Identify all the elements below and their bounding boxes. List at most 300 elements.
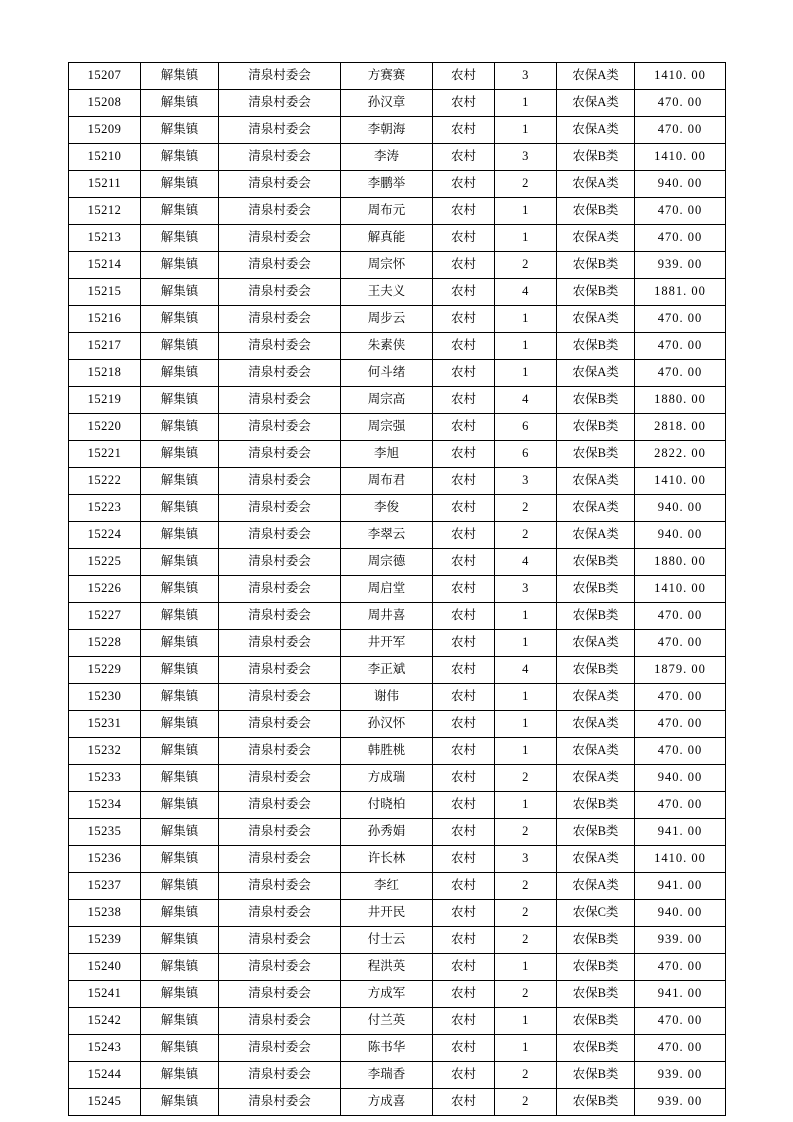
cell-village: 清泉村委会 [219, 225, 341, 252]
table-row [69, 549, 726, 576]
cell-town: 解集镇 [141, 171, 219, 198]
cell-name: 李翠云 [341, 522, 433, 549]
cell-person-count: 1 [495, 225, 557, 252]
cell-town: 解集镇 [141, 1008, 219, 1035]
cell-id: 15225 [69, 549, 141, 576]
table-row [69, 954, 726, 981]
cell-town: 解集镇 [141, 576, 219, 603]
cell-person-count: 2 [495, 981, 557, 1008]
cell-name: 许长林 [341, 846, 433, 873]
table-row [69, 792, 726, 819]
table-row [69, 819, 726, 846]
cell-town: 解集镇 [141, 981, 219, 1008]
cell-name: 方成瑞 [341, 765, 433, 792]
table-row [69, 711, 726, 738]
cell-id: 15230 [69, 684, 141, 711]
cell-village: 清泉村委会 [219, 171, 341, 198]
cell-household-type: 农村 [433, 927, 495, 954]
cell-id: 15210 [69, 144, 141, 171]
cell-category: 农保B类 [557, 576, 635, 603]
cell-name: 周宗强 [341, 414, 433, 441]
cell-town: 解集镇 [141, 144, 219, 171]
cell-town: 解集镇 [141, 792, 219, 819]
cell-village: 清泉村委会 [219, 1008, 341, 1035]
cell-category: 农保A类 [557, 846, 635, 873]
table-row [69, 414, 726, 441]
cell-household-type: 农村 [433, 171, 495, 198]
cell-person-count: 1 [495, 333, 557, 360]
cell-village: 清泉村委会 [219, 1089, 341, 1116]
cell-category: 农保A类 [557, 117, 635, 144]
cell-amount: 470. 00 [635, 711, 726, 738]
cell-village: 清泉村委会 [219, 333, 341, 360]
cell-category: 农保A类 [557, 711, 635, 738]
cell-amount: 941. 00 [635, 873, 726, 900]
cell-name: 周宗高 [341, 387, 433, 414]
cell-person-count: 1 [495, 198, 557, 225]
cell-category: 农保B类 [557, 1008, 635, 1035]
cell-town: 解集镇 [141, 333, 219, 360]
cell-id: 15207 [69, 63, 141, 90]
cell-household-type: 农村 [433, 1062, 495, 1089]
cell-household-type: 农村 [433, 144, 495, 171]
cell-town: 解集镇 [141, 117, 219, 144]
cell-town: 解集镇 [141, 198, 219, 225]
cell-town: 解集镇 [141, 819, 219, 846]
cell-village: 清泉村委会 [219, 252, 341, 279]
cell-id: 15234 [69, 792, 141, 819]
cell-id: 15208 [69, 90, 141, 117]
cell-person-count: 2 [495, 927, 557, 954]
cell-town: 解集镇 [141, 252, 219, 279]
cell-village: 清泉村委会 [219, 144, 341, 171]
cell-village: 清泉村委会 [219, 900, 341, 927]
cell-id: 15239 [69, 927, 141, 954]
cell-id: 15226 [69, 576, 141, 603]
table-row [69, 252, 726, 279]
cell-household-type: 农村 [433, 252, 495, 279]
table-row [69, 1035, 726, 1062]
cell-id: 15221 [69, 441, 141, 468]
cell-category: 农保B类 [557, 792, 635, 819]
cell-town: 解集镇 [141, 549, 219, 576]
cell-id: 15242 [69, 1008, 141, 1035]
cell-amount: 941. 00 [635, 981, 726, 1008]
cell-id: 15229 [69, 657, 141, 684]
table-row [69, 684, 726, 711]
cell-household-type: 农村 [433, 495, 495, 522]
table-row [69, 144, 726, 171]
cell-amount: 939. 00 [635, 1062, 726, 1089]
cell-category: 农保C类 [557, 900, 635, 927]
cell-household-type: 农村 [433, 954, 495, 981]
cell-town: 解集镇 [141, 873, 219, 900]
cell-village: 清泉村委会 [219, 198, 341, 225]
cell-town: 解集镇 [141, 441, 219, 468]
cell-household-type: 农村 [433, 1089, 495, 1116]
cell-household-type: 农村 [433, 441, 495, 468]
cell-name: 付士云 [341, 927, 433, 954]
cell-name: 陈书华 [341, 1035, 433, 1062]
cell-category: 农保A类 [557, 873, 635, 900]
cell-household-type: 农村 [433, 711, 495, 738]
cell-amount: 470. 00 [635, 603, 726, 630]
cell-amount: 470. 00 [635, 684, 726, 711]
cell-household-type: 农村 [433, 1008, 495, 1035]
cell-category: 农保B类 [557, 1089, 635, 1116]
cell-name: 周步云 [341, 306, 433, 333]
table-row [69, 1008, 726, 1035]
cell-id: 15215 [69, 279, 141, 306]
cell-person-count: 1 [495, 360, 557, 387]
table-row [69, 765, 726, 792]
cell-id: 15244 [69, 1062, 141, 1089]
cell-person-count: 4 [495, 387, 557, 414]
cell-amount: 2822. 00 [635, 441, 726, 468]
cell-town: 解集镇 [141, 711, 219, 738]
cell-category: 农保B类 [557, 333, 635, 360]
table-row [69, 279, 726, 306]
cell-id: 15214 [69, 252, 141, 279]
cell-household-type: 农村 [433, 549, 495, 576]
cell-village: 清泉村委会 [219, 765, 341, 792]
cell-id: 15240 [69, 954, 141, 981]
cell-town: 解集镇 [141, 630, 219, 657]
cell-household-type: 农村 [433, 522, 495, 549]
cell-id: 15245 [69, 1089, 141, 1116]
cell-category: 农保A类 [557, 522, 635, 549]
cell-amount: 470. 00 [635, 738, 726, 765]
cell-town: 解集镇 [141, 522, 219, 549]
cell-category: 农保B类 [557, 954, 635, 981]
table-row [69, 657, 726, 684]
cell-id: 15222 [69, 468, 141, 495]
table-row [69, 522, 726, 549]
cell-village: 清泉村委会 [219, 630, 341, 657]
cell-id: 15216 [69, 306, 141, 333]
cell-town: 解集镇 [141, 684, 219, 711]
cell-name: 李红 [341, 873, 433, 900]
cell-name: 周井喜 [341, 603, 433, 630]
cell-id: 15217 [69, 333, 141, 360]
cell-amount: 470. 00 [635, 1008, 726, 1035]
cell-name: 周宗德 [341, 549, 433, 576]
cell-village: 清泉村委会 [219, 306, 341, 333]
cell-name: 方赛赛 [341, 63, 433, 90]
cell-town: 解集镇 [141, 603, 219, 630]
cell-village: 清泉村委会 [219, 495, 341, 522]
cell-category: 农保A类 [557, 684, 635, 711]
cell-amount: 470. 00 [635, 1035, 726, 1062]
table-row [69, 1089, 726, 1116]
cell-id: 15228 [69, 630, 141, 657]
cell-name: 李旭 [341, 441, 433, 468]
cell-village: 清泉村委会 [219, 90, 341, 117]
cell-name: 付兰英 [341, 1008, 433, 1035]
cell-id: 15219 [69, 387, 141, 414]
cell-person-count: 2 [495, 765, 557, 792]
cell-household-type: 农村 [433, 468, 495, 495]
cell-village: 清泉村委会 [219, 468, 341, 495]
table-row [69, 1062, 726, 1089]
cell-amount: 470. 00 [635, 306, 726, 333]
table-row [69, 333, 726, 360]
cell-category: 农保A类 [557, 468, 635, 495]
cell-person-count: 1 [495, 738, 557, 765]
cell-person-count: 1 [495, 684, 557, 711]
cell-id: 15212 [69, 198, 141, 225]
cell-town: 解集镇 [141, 1035, 219, 1062]
cell-category: 农保B类 [557, 927, 635, 954]
cell-name: 孙秀娟 [341, 819, 433, 846]
cell-village: 清泉村委会 [219, 279, 341, 306]
cell-town: 解集镇 [141, 927, 219, 954]
cell-amount: 1881. 00 [635, 279, 726, 306]
cell-category: 农保B类 [557, 657, 635, 684]
cell-name: 周布元 [341, 198, 433, 225]
cell-village: 清泉村委会 [219, 576, 341, 603]
cell-category: 农保A类 [557, 171, 635, 198]
cell-amount: 940. 00 [635, 171, 726, 198]
cell-village: 清泉村委会 [219, 738, 341, 765]
cell-id: 15232 [69, 738, 141, 765]
cell-town: 解集镇 [141, 738, 219, 765]
cell-household-type: 农村 [433, 225, 495, 252]
cell-name: 孙汉章 [341, 90, 433, 117]
cell-amount: 470. 00 [635, 360, 726, 387]
cell-village: 清泉村委会 [219, 927, 341, 954]
cell-name: 李鹏举 [341, 171, 433, 198]
cell-person-count: 1 [495, 1035, 557, 1062]
cell-village: 清泉村委会 [219, 603, 341, 630]
cell-id: 15227 [69, 603, 141, 630]
cell-person-count: 1 [495, 90, 557, 117]
cell-amount: 470. 00 [635, 117, 726, 144]
cell-category: 农保B类 [557, 144, 635, 171]
cell-town: 解集镇 [141, 63, 219, 90]
cell-amount: 2818. 00 [635, 414, 726, 441]
cell-town: 解集镇 [141, 900, 219, 927]
cell-category: 农保A类 [557, 306, 635, 333]
cell-person-count: 2 [495, 522, 557, 549]
cell-village: 清泉村委会 [219, 792, 341, 819]
cell-village: 清泉村委会 [219, 981, 341, 1008]
cell-id: 15213 [69, 225, 141, 252]
cell-category: 农保B类 [557, 549, 635, 576]
cell-name: 李瑞香 [341, 1062, 433, 1089]
cell-amount: 1410. 00 [635, 144, 726, 171]
cell-id: 15224 [69, 522, 141, 549]
cell-id: 15218 [69, 360, 141, 387]
cell-name: 李俊 [341, 495, 433, 522]
cell-village: 清泉村委会 [219, 522, 341, 549]
cell-town: 解集镇 [141, 1089, 219, 1116]
table-body [69, 63, 726, 1116]
cell-person-count: 2 [495, 252, 557, 279]
table-row [69, 117, 726, 144]
cell-person-count: 6 [495, 441, 557, 468]
cell-name: 谢伟 [341, 684, 433, 711]
table-row [69, 171, 726, 198]
cell-category: 农保B类 [557, 603, 635, 630]
cell-village: 清泉村委会 [219, 549, 341, 576]
cell-amount: 1879. 00 [635, 657, 726, 684]
cell-village: 清泉村委会 [219, 414, 341, 441]
cell-category: 农保A类 [557, 765, 635, 792]
cell-category: 农保A类 [557, 495, 635, 522]
cell-id: 15235 [69, 819, 141, 846]
cell-category: 农保A类 [557, 90, 635, 117]
cell-person-count: 4 [495, 657, 557, 684]
cell-town: 解集镇 [141, 657, 219, 684]
cell-amount: 939. 00 [635, 1089, 726, 1116]
cell-category: 农保A类 [557, 225, 635, 252]
cell-person-count: 4 [495, 279, 557, 306]
cell-village: 清泉村委会 [219, 360, 341, 387]
cell-name: 周启堂 [341, 576, 433, 603]
cell-category: 农保A类 [557, 360, 635, 387]
cell-name: 方成喜 [341, 1089, 433, 1116]
cell-name: 李正斌 [341, 657, 433, 684]
cell-person-count: 2 [495, 1089, 557, 1116]
cell-household-type: 农村 [433, 846, 495, 873]
cell-name: 付晓柏 [341, 792, 433, 819]
cell-town: 解集镇 [141, 495, 219, 522]
cell-village: 清泉村委会 [219, 1035, 341, 1062]
cell-household-type: 农村 [433, 306, 495, 333]
cell-category: 农保B类 [557, 819, 635, 846]
table-row [69, 90, 726, 117]
cell-household-type: 农村 [433, 819, 495, 846]
cell-village: 清泉村委会 [219, 117, 341, 144]
cell-name: 朱素侠 [341, 333, 433, 360]
cell-person-count: 2 [495, 819, 557, 846]
table-row [69, 630, 726, 657]
cell-id: 15223 [69, 495, 141, 522]
cell-town: 解集镇 [141, 414, 219, 441]
cell-person-count: 1 [495, 954, 557, 981]
cell-id: 15243 [69, 1035, 141, 1062]
cell-person-count: 2 [495, 495, 557, 522]
table-row [69, 495, 726, 522]
cell-village: 清泉村委会 [219, 63, 341, 90]
cell-category: 农保A类 [557, 63, 635, 90]
cell-person-count: 1 [495, 792, 557, 819]
cell-household-type: 农村 [433, 738, 495, 765]
table-row [69, 576, 726, 603]
cell-town: 解集镇 [141, 1062, 219, 1089]
table-row [69, 900, 726, 927]
cell-category: 农保B类 [557, 198, 635, 225]
cell-person-count: 4 [495, 549, 557, 576]
table-row [69, 63, 726, 90]
cell-village: 清泉村委会 [219, 387, 341, 414]
subsidy-table [68, 62, 726, 1116]
cell-amount: 1880. 00 [635, 387, 726, 414]
cell-name: 孙汉怀 [341, 711, 433, 738]
cell-town: 解集镇 [141, 279, 219, 306]
cell-id: 15220 [69, 414, 141, 441]
cell-name: 韩胜桃 [341, 738, 433, 765]
cell-household-type: 农村 [433, 387, 495, 414]
cell-category: 农保B类 [557, 1062, 635, 1089]
cell-town: 解集镇 [141, 225, 219, 252]
cell-village: 清泉村委会 [219, 684, 341, 711]
cell-category: 农保B类 [557, 981, 635, 1008]
cell-person-count: 2 [495, 873, 557, 900]
cell-category: 农保B类 [557, 441, 635, 468]
table-row [69, 873, 726, 900]
cell-amount: 1410. 00 [635, 576, 726, 603]
table-row [69, 306, 726, 333]
cell-name: 何斗绪 [341, 360, 433, 387]
cell-person-count: 1 [495, 603, 557, 630]
cell-id: 15211 [69, 171, 141, 198]
cell-town: 解集镇 [141, 954, 219, 981]
cell-amount: 470. 00 [635, 90, 726, 117]
cell-id: 15233 [69, 765, 141, 792]
cell-amount: 941. 00 [635, 819, 726, 846]
cell-person-count: 2 [495, 171, 557, 198]
cell-town: 解集镇 [141, 468, 219, 495]
cell-household-type: 农村 [433, 117, 495, 144]
table-row [69, 981, 726, 1008]
cell-village: 清泉村委会 [219, 819, 341, 846]
cell-village: 清泉村委会 [219, 873, 341, 900]
cell-category: 农保B类 [557, 387, 635, 414]
cell-household-type: 农村 [433, 792, 495, 819]
cell-household-type: 农村 [433, 360, 495, 387]
table-row [69, 927, 726, 954]
cell-person-count: 1 [495, 630, 557, 657]
cell-household-type: 农村 [433, 873, 495, 900]
cell-amount: 470. 00 [635, 630, 726, 657]
cell-person-count: 1 [495, 117, 557, 144]
cell-amount: 1410. 00 [635, 846, 726, 873]
cell-town: 解集镇 [141, 360, 219, 387]
table-row [69, 198, 726, 225]
cell-amount: 470. 00 [635, 225, 726, 252]
cell-person-count: 3 [495, 144, 557, 171]
table-row [69, 738, 726, 765]
cell-name: 井开军 [341, 630, 433, 657]
table-row [69, 846, 726, 873]
cell-id: 15241 [69, 981, 141, 1008]
cell-name: 方成军 [341, 981, 433, 1008]
cell-village: 清泉村委会 [219, 657, 341, 684]
cell-person-count: 3 [495, 63, 557, 90]
cell-person-count: 3 [495, 576, 557, 603]
cell-household-type: 农村 [433, 63, 495, 90]
cell-category: 农保B类 [557, 279, 635, 306]
cell-household-type: 农村 [433, 765, 495, 792]
cell-category: 农保B类 [557, 414, 635, 441]
cell-amount: 939. 00 [635, 927, 726, 954]
cell-category: 农保A类 [557, 738, 635, 765]
cell-amount: 940. 00 [635, 495, 726, 522]
cell-person-count: 3 [495, 468, 557, 495]
cell-name: 李涛 [341, 144, 433, 171]
table-row [69, 468, 726, 495]
cell-town: 解集镇 [141, 387, 219, 414]
cell-household-type: 农村 [433, 576, 495, 603]
cell-id: 15231 [69, 711, 141, 738]
cell-household-type: 农村 [433, 684, 495, 711]
cell-id: 15209 [69, 117, 141, 144]
cell-person-count: 1 [495, 1008, 557, 1035]
cell-name: 周宗怀 [341, 252, 433, 279]
table-row [69, 225, 726, 252]
